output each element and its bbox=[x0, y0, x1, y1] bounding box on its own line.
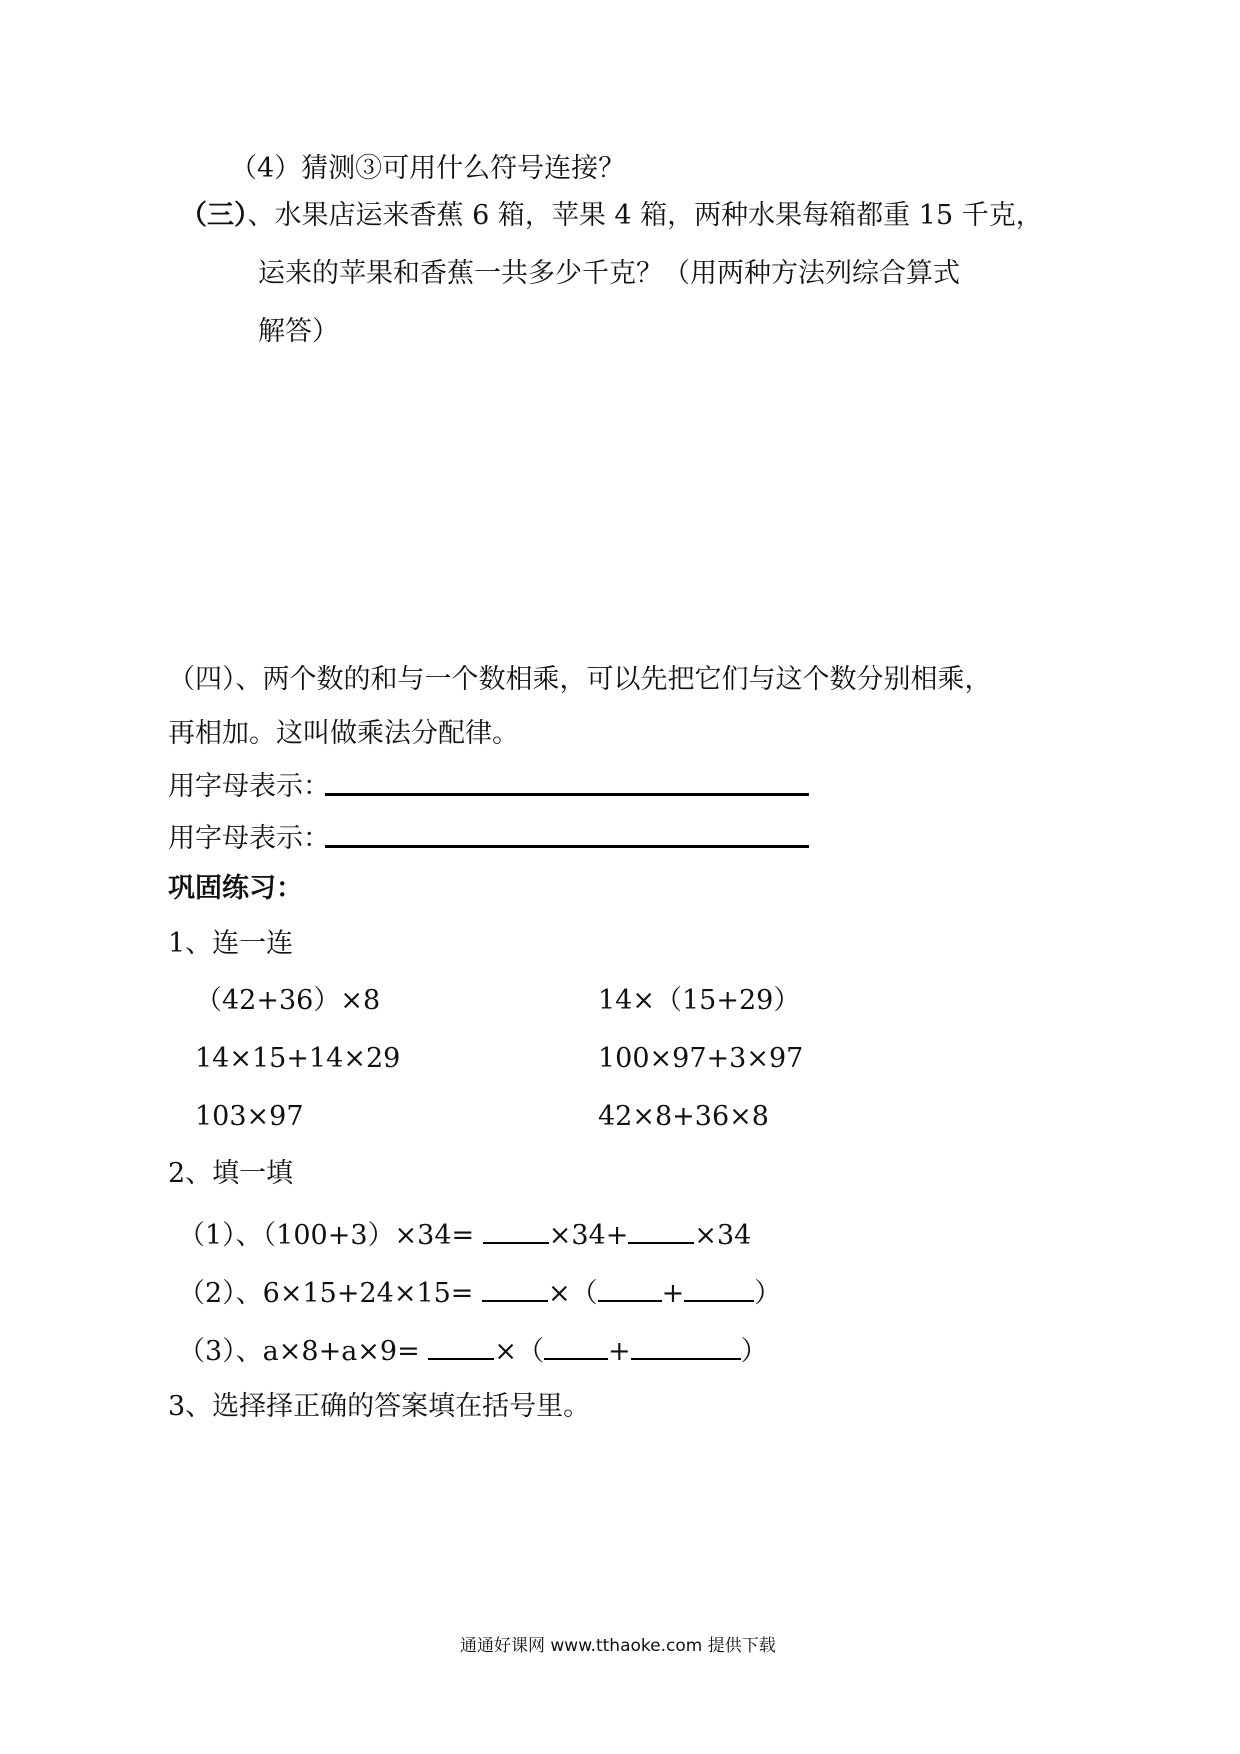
match-right-1: 14×（15+29） bbox=[598, 985, 801, 1016]
exercise-3-title: 3、选择择正确的答案填在括号里。 bbox=[168, 1391, 591, 1422]
fill-equation-2 bbox=[178, 1276, 781, 1310]
fill-1-mid: ×34+ bbox=[548, 1220, 629, 1251]
fill-1-end: ×34 bbox=[694, 1220, 752, 1251]
fill-3-plus: + bbox=[607, 1336, 631, 1367]
practice-title: 巩固练习： bbox=[168, 873, 303, 904]
section-3-text: 、水果店运来香蕉 6 箱，苹果 4 箱，两种水果每箱都重 15 千克， bbox=[247, 200, 1043, 231]
fill-2-end: ） bbox=[754, 1278, 782, 1309]
page-footer: 通通好课网 www.tthaoke.com 提供下载 bbox=[460, 1636, 776, 1656]
fill-3-end: ） bbox=[740, 1336, 768, 1367]
exercise-1-title: 1、连一连 bbox=[168, 928, 294, 959]
exercise-2-title: 2、填一填 bbox=[168, 1158, 294, 1189]
fill-2-mid: ×（ bbox=[548, 1278, 598, 1309]
fill-2-plus: + bbox=[661, 1278, 685, 1309]
letter-representation-1: 用字母表示： bbox=[168, 771, 330, 802]
fill-2-blank-c bbox=[684, 1276, 754, 1302]
question-4: （4）猜测③可用什么符号连接？ bbox=[230, 153, 626, 184]
fill-1-prefix: （1）、（100+3）×34= bbox=[178, 1220, 475, 1251]
fill-3-mid: ×（ bbox=[494, 1336, 544, 1367]
fill-3-prefix: （3）、a×8+a×9= bbox=[178, 1336, 420, 1367]
section-3-line-3: 解答） bbox=[258, 316, 339, 347]
answer-line-1 bbox=[325, 793, 809, 796]
fill-3-blank-a bbox=[428, 1334, 494, 1360]
fill-equation-1 bbox=[178, 1218, 751, 1252]
section-4-line-2: 再相加。这叫做乘法分配律。 bbox=[168, 718, 519, 749]
match-left-3: 103×97 bbox=[195, 1101, 304, 1132]
section-3-label: （三） bbox=[180, 200, 248, 231]
match-left-2: 14×15+14×29 bbox=[195, 1043, 401, 1074]
match-right-2: 100×97+3×97 bbox=[598, 1043, 804, 1074]
letter-representation-2: 用字母表示： bbox=[168, 823, 330, 854]
fill-2-blank-b bbox=[598, 1276, 662, 1302]
fill-1-blank-b bbox=[628, 1218, 694, 1244]
answer-line-2 bbox=[325, 845, 809, 848]
match-right-3: 42×8+36×8 bbox=[598, 1101, 769, 1132]
fill-2-prefix: （2）、6×15+24×15= bbox=[178, 1278, 474, 1309]
match-left-1: （42+36）×8 bbox=[195, 985, 381, 1016]
fill-2-blank-a bbox=[482, 1276, 548, 1302]
fill-3-blank-c bbox=[631, 1334, 741, 1360]
fill-3-blank-b bbox=[544, 1334, 608, 1360]
section-4-line-1: （四）、两个数的和与一个数相乘，可以先把它们与这个数分别相乘， bbox=[168, 664, 992, 695]
section-3-line-2: 运来的苹果和香蕉一共多少千克？（用两种方法列综合算式 bbox=[258, 258, 960, 289]
fill-equation-3 bbox=[178, 1334, 768, 1368]
fill-1-blank-a bbox=[483, 1218, 549, 1244]
section-3-line-1 bbox=[180, 200, 1043, 232]
